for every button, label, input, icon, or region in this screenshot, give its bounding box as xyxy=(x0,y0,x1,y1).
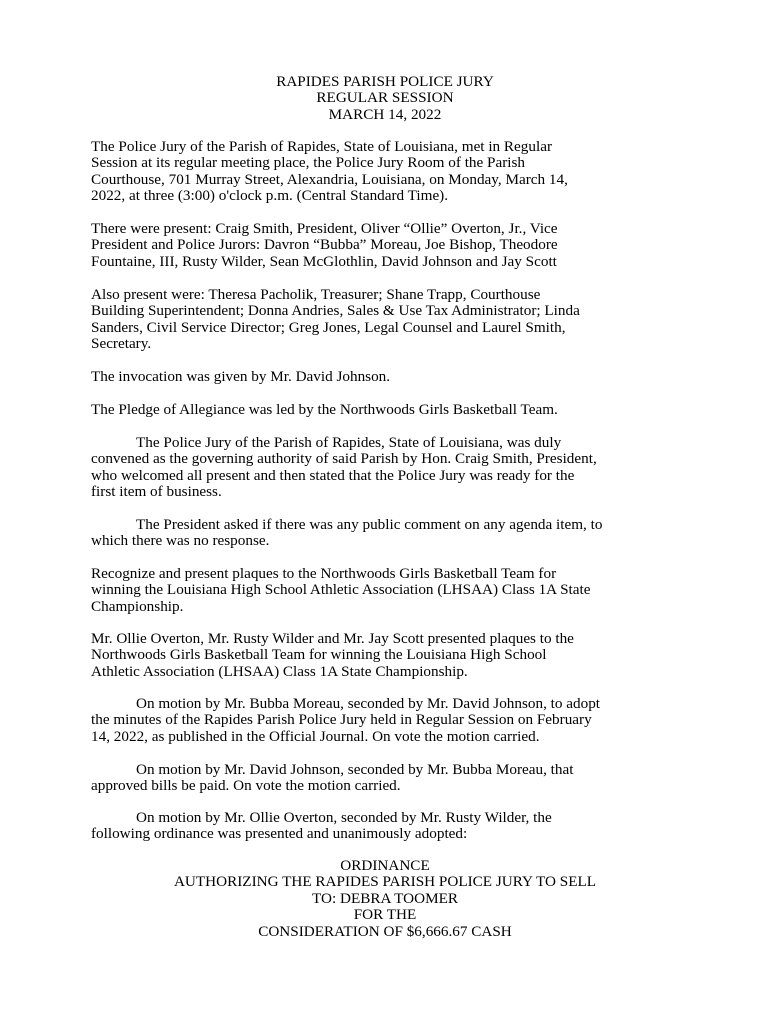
text-line: Recognize and present plaques to the Northwoods Girls Basketball Team for xyxy=(91,565,557,582)
paragraph-present-members xyxy=(91,221,691,270)
paragraph-public-comment xyxy=(91,517,691,550)
text-line: Secretary. xyxy=(91,335,152,353)
paragraph-invocation xyxy=(91,369,691,385)
text-line: first item of business. xyxy=(91,483,222,501)
text-line: The Police Jury of the Parish of Rapides, State of Louisiana, met in Regular xyxy=(91,138,553,155)
text-line: The President asked if there was any public comment on any agenda item, to xyxy=(136,516,603,533)
text-line: approved bills be paid. On vote the motion carried. xyxy=(91,777,401,795)
text-line: Session at its regular meeting place, the Police Jury Room of the Parish xyxy=(91,154,526,172)
text-line: Athletic Association (LHSAA) Class 1A State Championship. xyxy=(91,662,468,680)
text-line: The Pledge of Allegiance was led by the Northwoods Girls Basketball Team. xyxy=(91,401,558,418)
ordinance-line: FOR THE xyxy=(353,906,417,924)
text-line: Courthouse, 701 Murray Street, Alexandria, Louisiana, on Monday, March 14, xyxy=(91,170,568,188)
paragraph-minutes-motion xyxy=(91,696,691,745)
ordinance-heading xyxy=(0,858,770,940)
text-line: The Police Jury of the Parish of Rapides, State of Louisiana, was duly xyxy=(136,434,562,451)
text-line: 14, 2022, as published in the Official Journal. On vote the motion carried. xyxy=(91,727,540,745)
paragraph-meeting-intro xyxy=(91,139,691,205)
text-line: Also present were: Theresa Pacholik, Treasurer; Shane Trapp, Courthouse xyxy=(91,286,541,303)
ordinance-line: CONSIDERATION OF $6,666.67 CASH xyxy=(258,922,512,940)
text-line: President and Police Jurors: Davron “Bubba” Moreau, Joe Bishop, Theodore xyxy=(91,236,558,254)
paragraph-convened xyxy=(91,435,691,501)
text-line: On motion by Mr. David Johnson, seconded by Mr. Bubba Moreau, that xyxy=(136,761,574,778)
text-line: On motion by Mr. Bubba Moreau, seconded by Mr. David Johnson, to adopt xyxy=(136,695,601,712)
text-line: 2022, at three (3:00) o'clock p.m. (Central Standard Time). xyxy=(91,187,449,205)
text-line: Fountaine, III, Rusty Wilder, Sean McGlothlin, David Johnson and Jay Scott xyxy=(91,252,557,270)
text-line: Championship. xyxy=(91,597,184,615)
text-line: which there was no response. xyxy=(91,532,270,550)
document-header xyxy=(0,74,770,123)
ordinance-line: AUTHORIZING THE RAPIDES PARISH POLICE JURY TO SELL xyxy=(173,873,597,891)
text-line: convened as the governing authority of said Parish by Hon. Craig Smith, President, xyxy=(91,450,597,468)
text-line: Building Superintendent; Donna Andries, Sales & Use Tax Administrator; Linda xyxy=(91,302,580,320)
text-line: who welcomed all present and then stated that the Police Jury was ready for the xyxy=(91,466,575,484)
header-title: RAPIDES PARISH POLICE JURY xyxy=(276,73,494,90)
header-session: REGULAR SESSION xyxy=(316,89,454,107)
text-line: Sanders, Civil Service Director; Greg Jones, Legal Counsel and Laurel Smith, xyxy=(91,318,566,336)
paragraph-pledge xyxy=(91,402,691,418)
text-line: the minutes of the Rapides Parish Police Jury held in Regular Session on February xyxy=(91,711,592,729)
paragraph-also-present xyxy=(91,287,691,353)
text-line: On motion by Mr. Ollie Overton, seconded by Mr. Rusty Wilder, the xyxy=(136,809,552,826)
paragraph-recognize-plaques xyxy=(91,566,691,615)
header-date: MARCH 14, 2022 xyxy=(328,105,442,123)
paragraph-ordinance-motion xyxy=(91,810,691,843)
ordinance-title: ORDINANCE xyxy=(340,857,430,874)
text-line: following ordinance was presented and unanimously adopted: xyxy=(91,825,468,843)
text-line: Northwoods Girls Basketball Team for winning the Louisiana High School xyxy=(91,646,547,664)
ordinance-line: TO: DEBRA TOOMER xyxy=(312,889,458,907)
text-line: The invocation was given by Mr. David Johnson. xyxy=(91,368,391,385)
text-line: There were present: Craig Smith, President, Oliver “Ollie” Overton, Jr., Vice xyxy=(91,220,558,237)
paragraph-plaques-presented xyxy=(91,631,691,680)
paragraph-bills-motion xyxy=(91,762,691,795)
text-line: winning the Louisiana High School Athletic Association (LHSAA) Class 1A State xyxy=(91,581,591,599)
text-line: Mr. Ollie Overton, Mr. Rusty Wilder and Mr. Jay Scott presented plaques to the xyxy=(91,630,574,647)
